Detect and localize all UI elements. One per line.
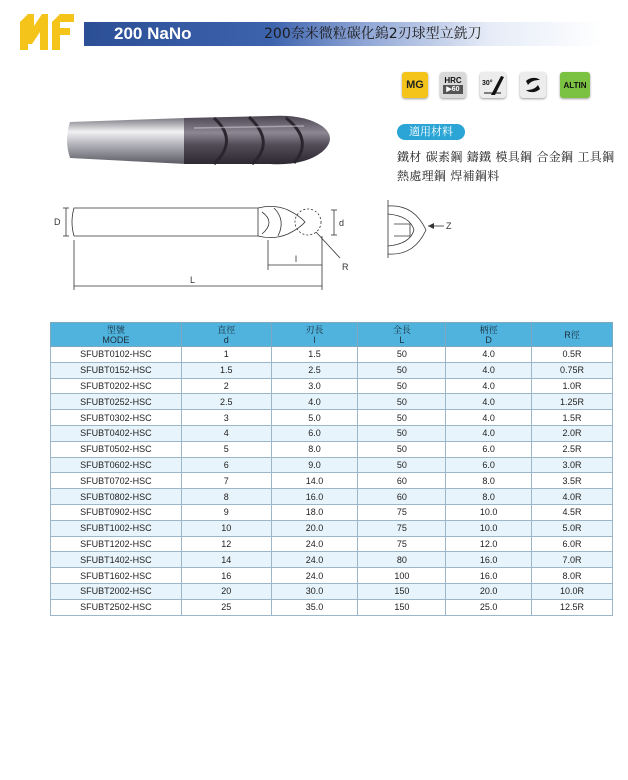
radius-label: R: [342, 262, 349, 272]
cell-shank-diameter: 4.0: [446, 362, 532, 378]
cell-radius: 1.25R: [532, 394, 613, 410]
mg-badge-text: MG: [406, 79, 424, 91]
cell-diameter: 25: [181, 599, 271, 615]
cell-diameter: 3: [181, 410, 271, 426]
cell-diameter: 12: [181, 536, 271, 552]
cell-flute-length: 16.0: [271, 489, 358, 505]
overall-length-label: L: [190, 275, 196, 285]
cell-flute-length: 2.5: [271, 362, 358, 378]
cell-overall-length: 80: [358, 552, 446, 568]
cell-flute-length: 30.0: [271, 583, 358, 599]
cell-diameter: 20: [181, 583, 271, 599]
cell-shank-diameter: 8.0: [446, 473, 532, 489]
table-row: [51, 568, 613, 584]
title-banner: [84, 22, 604, 46]
hrc-badge: [440, 72, 466, 98]
cell-radius: 1.0R: [532, 378, 613, 394]
shank-diameter-label: D: [54, 217, 61, 227]
cell-shank-diameter: 4.0: [446, 378, 532, 394]
cell-flute-length: 6.0: [271, 425, 358, 441]
cell-model: SFUBT0802-HSC: [51, 489, 182, 505]
cutting-diameter-label: d: [339, 218, 345, 228]
cell-flute-length: 3.0: [271, 378, 358, 394]
cell-flute-length: 1.5: [271, 347, 358, 363]
header-overall-length: 全長 L: [358, 323, 446, 347]
cell-flute-length: 9.0: [271, 457, 358, 473]
header-radius: R徑: [532, 323, 613, 347]
cell-radius: 4.0R: [532, 489, 613, 505]
cell-model: SFUBT0102-HSC: [51, 347, 182, 363]
cell-diameter: 1.5: [181, 362, 271, 378]
cell-model: SFUBT1002-HSC: [51, 520, 182, 536]
z-axis-label: Z: [446, 221, 452, 231]
table-header-row: [51, 323, 613, 347]
cell-overall-length: 50: [358, 362, 446, 378]
cell-diameter: 10: [181, 520, 271, 536]
cell-model: SFUBT1202-HSC: [51, 536, 182, 552]
cell-diameter: 5: [181, 441, 271, 457]
cell-diameter: 2: [181, 378, 271, 394]
cell-shank-diameter: 8.0: [446, 489, 532, 505]
table-row: [51, 425, 613, 441]
table-row: [51, 473, 613, 489]
cell-overall-length: 50: [358, 425, 446, 441]
end-mill-image: [64, 100, 350, 180]
cell-flute-length: 5.0: [271, 410, 358, 426]
cell-overall-length: 50: [358, 378, 446, 394]
cell-flute-length: 4.0: [271, 394, 358, 410]
cell-diameter: 16: [181, 568, 271, 584]
cell-overall-length: 50: [358, 394, 446, 410]
cell-overall-length: 50: [358, 410, 446, 426]
altin-coating-badge: [560, 72, 590, 98]
flute-length-label: l: [295, 254, 297, 264]
end-view-drawing: [370, 196, 470, 264]
cell-model: SFUBT0202-HSC: [51, 378, 182, 394]
header-model: 型號 MODE: [51, 323, 182, 347]
cell-shank-diameter: 20.0: [446, 583, 532, 599]
cell-model: SFUBT0302-HSC: [51, 410, 182, 426]
helix-angle-icon: [481, 73, 505, 97]
cell-shank-diameter: 4.0: [446, 425, 532, 441]
cell-diameter: 2.5: [181, 394, 271, 410]
dimension-drawing: [50, 190, 350, 300]
cell-radius: 3.0R: [532, 457, 613, 473]
cell-model: SFUBT0152-HSC: [51, 362, 182, 378]
cell-radius: 3.5R: [532, 473, 613, 489]
hrc-badge-text: HRC: [444, 76, 462, 85]
cell-radius: 4.5R: [532, 504, 613, 520]
cell-shank-diameter: 6.0: [446, 457, 532, 473]
two-flute-icon: [522, 74, 544, 96]
two-flute-badge: [520, 72, 546, 98]
materials-label: 適用材料: [397, 124, 465, 140]
cell-overall-length: 75: [358, 504, 446, 520]
cell-flute-length: 35.0: [271, 599, 358, 615]
cell-flute-length: 18.0: [271, 504, 358, 520]
cell-overall-length: 60: [358, 489, 446, 505]
cell-diameter: 14: [181, 552, 271, 568]
cell-diameter: 4: [181, 425, 271, 441]
cell-diameter: 6: [181, 457, 271, 473]
table-row: [51, 536, 613, 552]
table-row: [51, 504, 613, 520]
cell-radius: 0.5R: [532, 347, 613, 363]
cell-flute-length: 24.0: [271, 552, 358, 568]
cell-radius: 2.0R: [532, 425, 613, 441]
header-diameter: 直徑 d: [181, 323, 271, 347]
cell-flute-length: 20.0: [271, 520, 358, 536]
cell-flute-length: 14.0: [271, 473, 358, 489]
altin-badge-text: ALTIN: [563, 80, 587, 90]
cell-overall-length: 150: [358, 599, 446, 615]
table-row: [51, 362, 613, 378]
cell-radius: 5.0R: [532, 520, 613, 536]
table-row: [51, 410, 613, 426]
cell-flute-length: 8.0: [271, 441, 358, 457]
helix-angle-badge: [480, 72, 506, 98]
hrc-badge-value: ▶60: [443, 85, 462, 94]
cell-overall-length: 100: [358, 568, 446, 584]
cell-radius: 0.75R: [532, 362, 613, 378]
brand-logo: [18, 12, 76, 52]
cell-shank-diameter: 6.0: [446, 441, 532, 457]
cell-radius: 2.5R: [532, 441, 613, 457]
cell-shank-diameter: 4.0: [446, 347, 532, 363]
cell-model: SFUBT2002-HSC: [51, 583, 182, 599]
table-body: [51, 347, 613, 616]
cell-model: SFUBT1402-HSC: [51, 552, 182, 568]
cell-overall-length: 50: [358, 347, 446, 363]
cell-model: SFUBT0902-HSC: [51, 504, 182, 520]
header-flute-length: 刃長 l: [271, 323, 358, 347]
cell-overall-length: 50: [358, 441, 446, 457]
header-shank-diameter: 柄徑 D: [446, 323, 532, 347]
cell-model: SFUBT2502-HSC: [51, 599, 182, 615]
helix-angle-text: 30°: [482, 80, 493, 87]
cell-shank-diameter: 12.0: [446, 536, 532, 552]
product-title: 200奈米微粒碳化鎢2刃球型立銑刀: [264, 26, 482, 42]
cell-overall-length: 75: [358, 536, 446, 552]
table-row: [51, 599, 613, 615]
table-row: [51, 552, 613, 568]
table-row: [51, 583, 613, 599]
cell-model: SFUBT0502-HSC: [51, 441, 182, 457]
cell-overall-length: 75: [358, 520, 446, 536]
cell-shank-diameter: 10.0: [446, 504, 532, 520]
cell-overall-length: 150: [358, 583, 446, 599]
cell-flute-length: 24.0: [271, 568, 358, 584]
table-row: [51, 457, 613, 473]
cell-model: SFUBT0602-HSC: [51, 457, 182, 473]
cell-overall-length: 60: [358, 473, 446, 489]
cell-model: SFUBT0702-HSC: [51, 473, 182, 489]
cell-shank-diameter: 16.0: [446, 568, 532, 584]
cell-overall-length: 50: [358, 457, 446, 473]
cell-radius: 7.0R: [532, 552, 613, 568]
table-row: [51, 378, 613, 394]
cell-model: SFUBT0402-HSC: [51, 425, 182, 441]
cell-shank-diameter: 4.0: [446, 410, 532, 426]
cell-shank-diameter: 16.0: [446, 552, 532, 568]
cell-model: SFUBT0252-HSC: [51, 394, 182, 410]
cell-radius: 6.0R: [532, 536, 613, 552]
cell-shank-diameter: 25.0: [446, 599, 532, 615]
mg-badge: [402, 72, 428, 98]
product-series: 200 NaNo: [114, 24, 192, 43]
cell-shank-diameter: 4.0: [446, 394, 532, 410]
table-row: [51, 489, 613, 505]
cell-flute-length: 24.0: [271, 536, 358, 552]
cell-diameter: 1: [181, 347, 271, 363]
table-row: [51, 520, 613, 536]
cell-shank-diameter: 10.0: [446, 520, 532, 536]
cell-diameter: 8: [181, 489, 271, 505]
cell-radius: 8.0R: [532, 568, 613, 584]
cell-radius: 12.5R: [532, 599, 613, 615]
cell-radius: 1.5R: [532, 410, 613, 426]
table-row: [51, 347, 613, 363]
specification-table: [50, 322, 613, 616]
materials-list: 鐵材 碳素鋼 鑄鐵 模具鋼 合金鋼 工具鋼 熱處理鋼 焊補鋼料: [397, 150, 615, 183]
cell-model: SFUBT1602-HSC: [51, 568, 182, 584]
cell-diameter: 7: [181, 473, 271, 489]
cell-radius: 10.0R: [532, 583, 613, 599]
cell-diameter: 9: [181, 504, 271, 520]
table-row: [51, 394, 613, 410]
table-row: [51, 441, 613, 457]
